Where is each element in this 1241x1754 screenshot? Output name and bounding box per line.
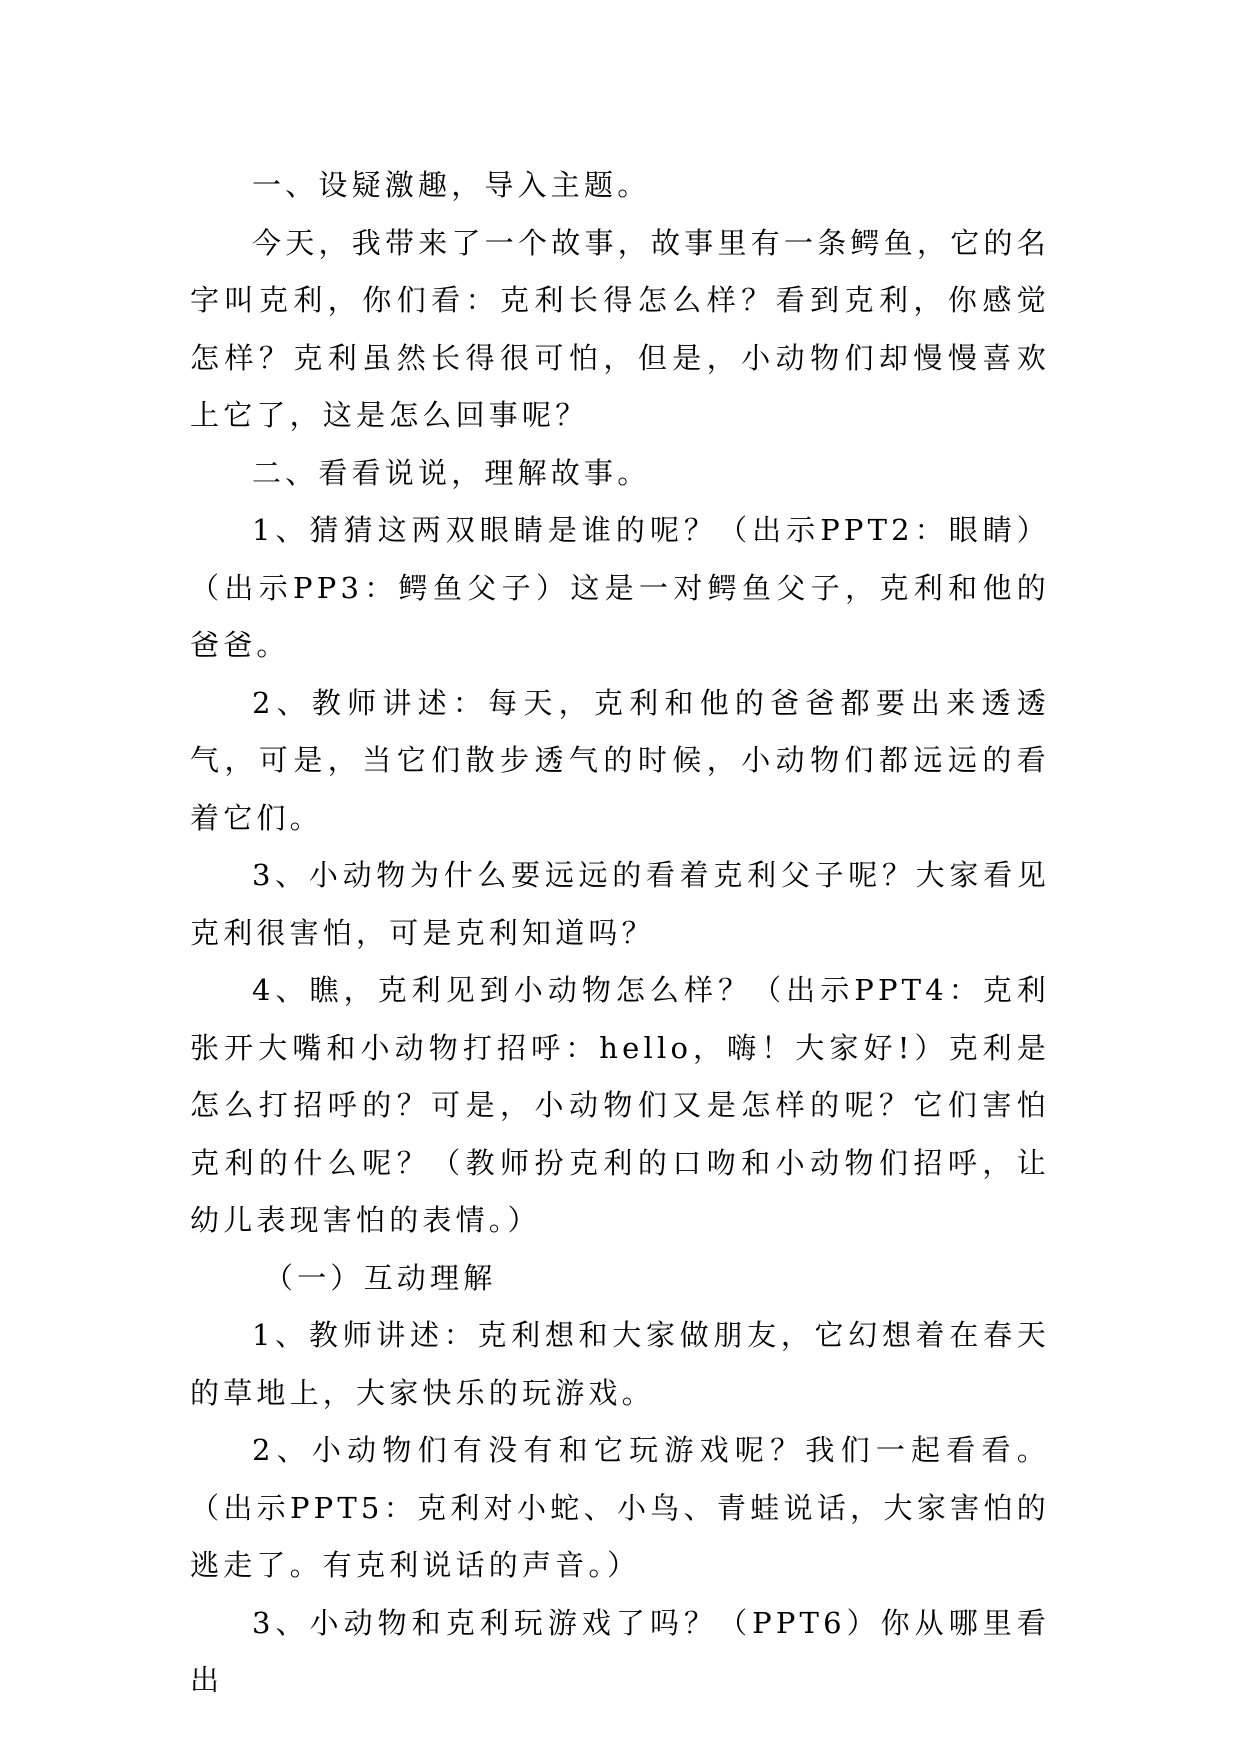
- body-paragraph: 今天，我带来了一个故事，故事里有一条鳄鱼，它的名字叫克利，你们看：克利长得怎么样？看到克利，你感觉怎样？克利虽然长得很可怕，但是，小动物们却慢慢喜欢上它了，这是怎么回事呢？: [190, 225, 1050, 432]
- section-heading-1: 一、设疑激趣，导入主题。: [252, 168, 651, 202]
- section-heading-2: 二、看看说说，理解故事。: [252, 455, 651, 490]
- list-item: 1、猜猜这两双眼睛是谁的呢？（出示PPT2：眼睛）（出示PP3：鳄鱼父子）这是一对鳄鱼父子，克利和他的爸爸。: [190, 513, 1050, 662]
- list-item: 4、瞧，克利见到小动物怎么样？（出示PPT4：克利张开大嘴和小动物打招呼：hello，嗨！大家好!）克利是怎么打招呼的？可是，小动物们又是怎样的呢？它们害怕克利的什么呢？（教师扮克利的口吻和小动物们招呼，让幼儿表现害怕的表情。）: [190, 973, 1050, 1237]
- list-item: 2、教师讲述：每天，克利和他的爸爸都要出来透透气，可是，当它们散步透气的时候，小动物们都远远的看着它们。: [190, 685, 1050, 835]
- document-body: [190, 157, 1050, 1710]
- subsection-heading: （一）互动理解: [264, 1260, 497, 1295]
- list-item: 2、小动物们有没有和它玩游戏呢？我们一起看看。（出示PPT5：克利对小蛇、小鸟、青蛙说话，大家害怕的逃走了。有克利说话的声音。）: [190, 1433, 1050, 1582]
- list-item: 3、小动物为什么要远远的看着克利父子呢？大家看见克利很害怕，可是克利知道吗？: [190, 858, 1050, 950]
- list-item: 1、教师讲述：克利想和大家做朋友，它幻想着在春天的草地上，大家快乐的玩游戏。: [190, 1318, 1050, 1410]
- list-item: 3、小动物和克利玩游戏了吗？（PPT6）你从哪里看出: [190, 1605, 1050, 1697]
